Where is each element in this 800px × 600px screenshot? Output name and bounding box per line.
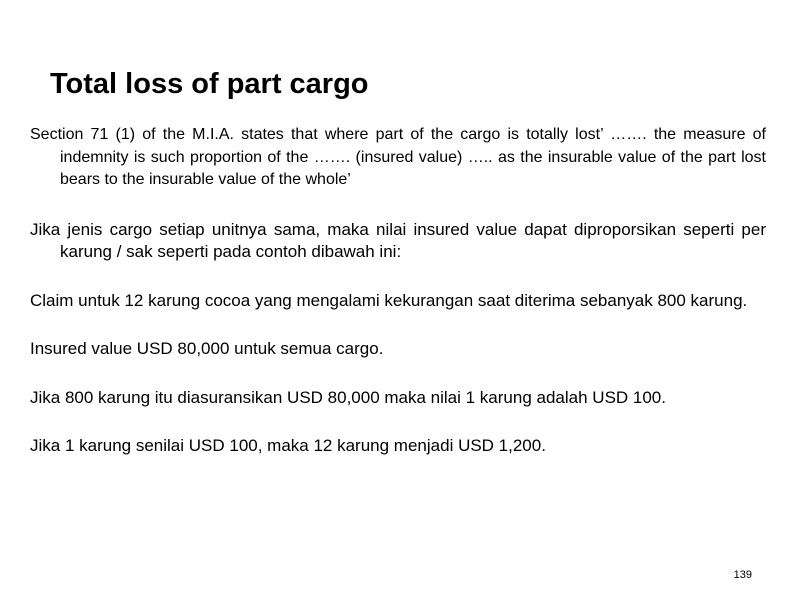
paragraph-claim-example: Claim untuk 12 karung cocoa yang mengalami kekurangan saat diterima sebanyak 800 karung. [30, 290, 748, 310]
paragraph-proportion-rule: Jika jenis cargo setiap unitnya sama, maka nilai insured value dapat diproporsikan seperti per karung / sak seperti pada contoh dibawah ini: [30, 219, 766, 261]
page-number: 139 [733, 569, 752, 581]
paragraph-insured-value: Insured value USD 80,000 untuk semua cargo. [30, 339, 384, 358]
paragraph-section-71: Section 71 (1) of the M.I.A. states that where part of the cargo is totally lost’ ……. the measure of indemnity is such proportion of the ……. (insured value) ….. as the insurable value of the part lost bears to the insurable value of the whole’ [30, 126, 766, 188]
paragraph-value-per-sack: Jika 800 karung itu diasuransikan USD 80,000 maka nilai 1 karung adalah USD 100. [30, 387, 666, 407]
paragraph-claim-total: Jika 1 karung senilai USD 100, maka 12 karung menjadi USD 1,200. [30, 436, 546, 455]
slide-body [30, 124, 766, 484]
slide-title: Total loss of part cargo [50, 68, 369, 100]
